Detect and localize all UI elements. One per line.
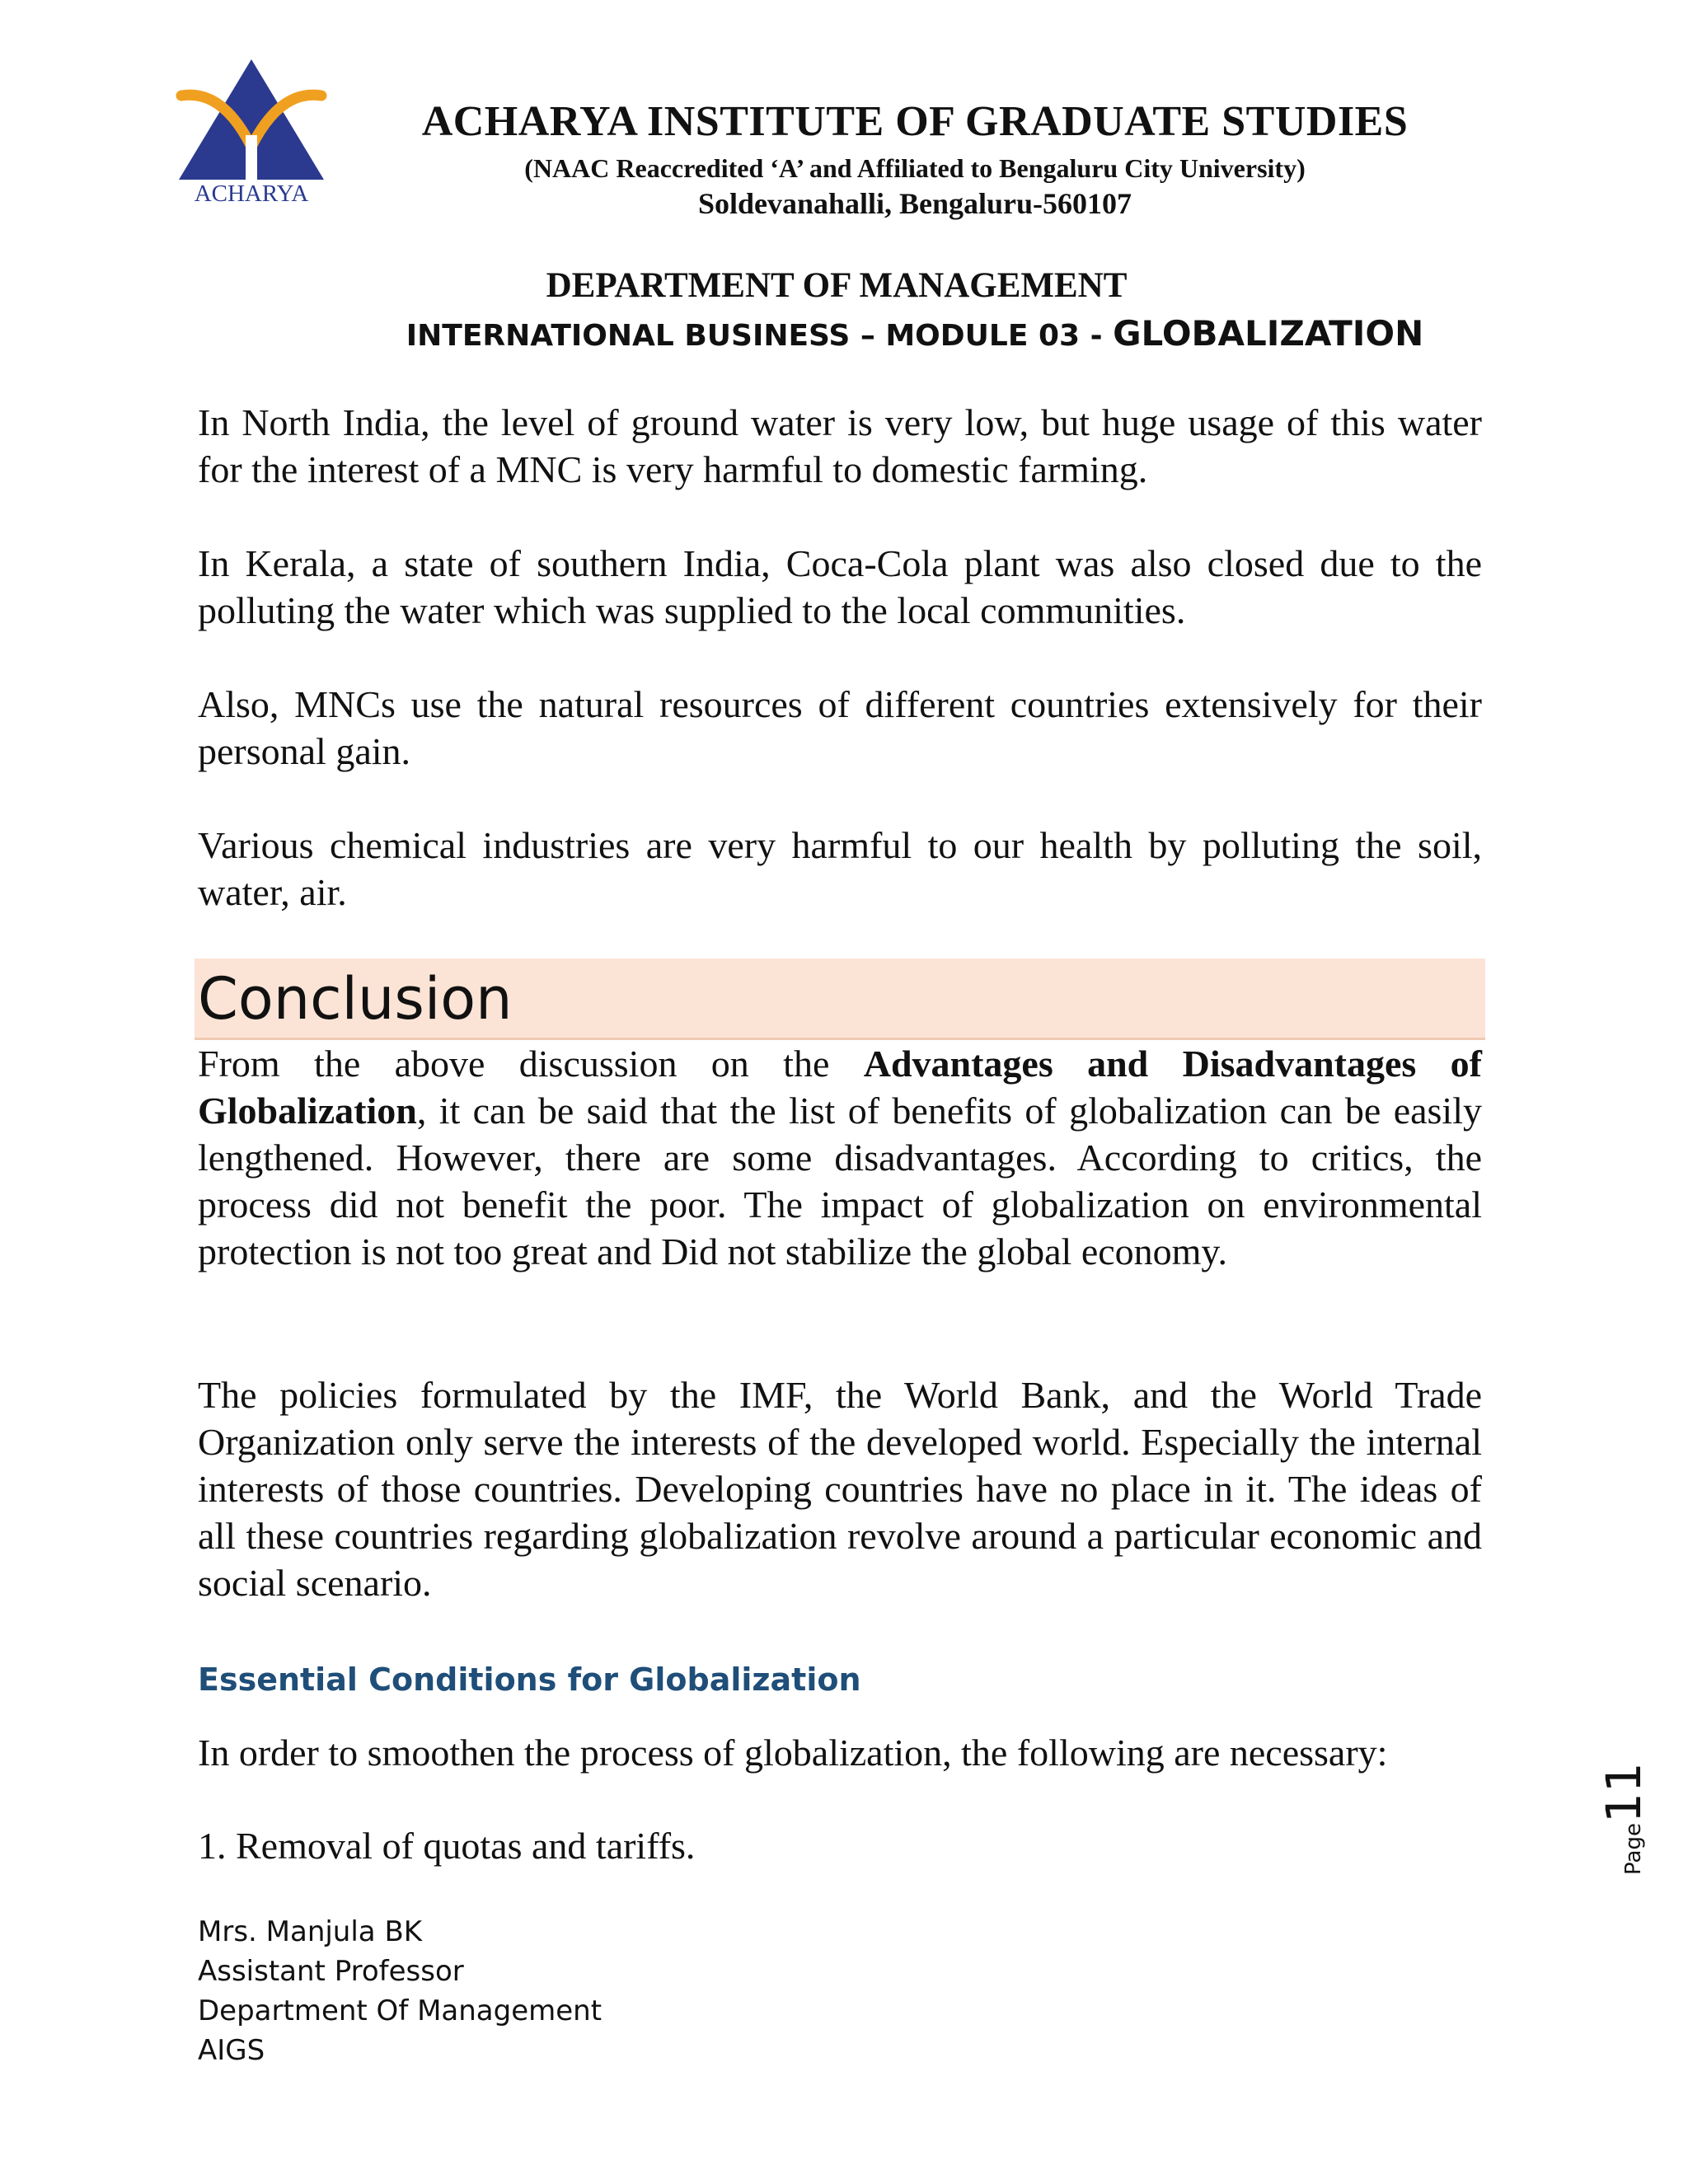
conclusion-bold-phrase: Advantages and Disadvantages of Globalization [198, 1043, 1482, 1132]
institute-logo [173, 56, 330, 204]
author-name: Mrs. Manjula BK [198, 1915, 423, 1948]
logo-emblem-icon [173, 56, 330, 204]
paragraph-north-india: In North India, the level of ground water is very low, but huge usage of this water for the interest of a MNC is very harmful to domestic farming. [198, 401, 1482, 490]
author-title: Assistant Professor [198, 1955, 464, 1988]
logo-text: ACHARYA [194, 180, 309, 204]
paragraph-mnc-resources: Also, MNCs use the natural resources of different countries extensively for their personal gain. [198, 683, 1482, 772]
list-item-quotas: 1. Removal of quotas and tariffs. [198, 1825, 696, 1867]
module-title [330, 313, 1500, 354]
paragraph-chemical-industries: Various chemical industries are very harmful to our health by polluting the soil, water, air. [198, 824, 1482, 913]
page-number-value: 11 [1596, 1762, 1652, 1824]
page-label: Page [1621, 1823, 1646, 1875]
page-number [1546, 1751, 1652, 1875]
essential-conditions-heading: Essential Conditions for Globalization [198, 1661, 861, 1698]
accreditation-line: (NAAC Reaccredited ‘A’ and Affiliated to Bengaluru City University) [524, 153, 1306, 183]
conclusion-heading: Conclusion [198, 965, 513, 1033]
department-title: DEPARTMENT OF MANAGEMENT [546, 266, 1128, 305]
institute-name: ACHARYA INSTITUTE OF GRADUATE STUDIES [421, 98, 1409, 145]
conclusion-rest: , it can be said that the list of benefits of globalization can be easily lengthened. However, there are some disadvantages. According to critics, the process did not benefit the poor. The impact of globalization on environmental protection is not too great and Did not stabilize the global economy. [198, 1090, 1482, 1272]
module-topic: GLOBALIZATION [1113, 313, 1424, 354]
author-department: Department Of Management [198, 1994, 603, 2027]
module-prefix: INTERNATIONAL BUSINESS – MODULE 03 - [406, 319, 1114, 353]
paragraph-policies: The policies formulated by the IMF, the World Bank, and the World Trade Organization only serve the interests of the developed world. Especially the internal interests of those countries. Developing countries have no place in it. The ideas of all these countries regarding globalization revolve around a particular economic and social scenario. [198, 1374, 1482, 1604]
paragraph-smoothen-process: In order to smoothen the process of globalization, the following are necessary: [198, 1732, 1388, 1774]
author-block [198, 1912, 602, 2070]
conclusion-lead: From the above discussion on the [198, 1043, 864, 1085]
paragraph-conclusion [198, 1040, 1482, 1275]
author-organization: AIGS [198, 2034, 265, 2067]
paragraph-kerala: In Kerala, a state of southern India, Coca-Cola plant was also closed due to the polluting the water which was supplied to the local communities. [198, 542, 1482, 631]
institute-address: Soldevanahalli, Bengaluru-560107 [697, 187, 1132, 220]
